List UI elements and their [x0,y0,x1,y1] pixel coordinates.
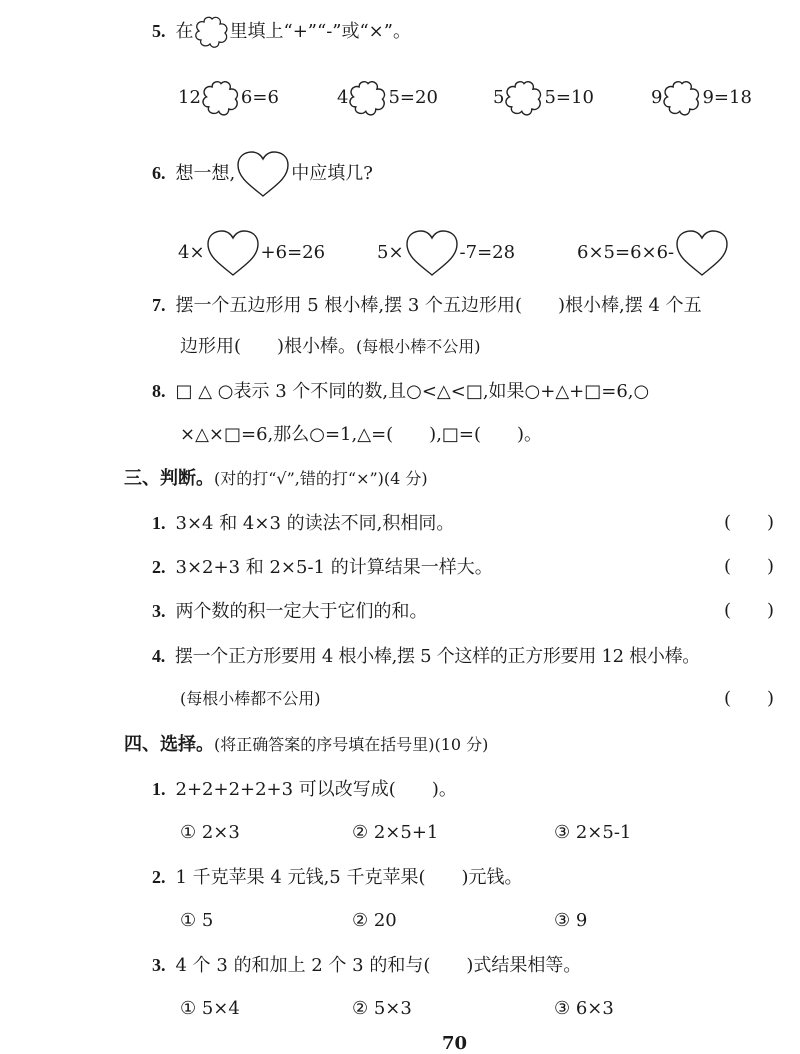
q8-line-2: ×△×□=6,那么○=1,△=( ),□=( )。 [180,424,543,445]
flower-icon[interactable] [662,80,702,116]
q7-line-2: 边形用( )根小棒。(每根小棒不公用) [180,336,481,357]
flower-icon[interactable] [201,80,241,116]
flower-icon[interactable] [348,80,388,116]
heart-icon[interactable] [205,228,261,278]
choice-item-2: 2. 1 千克苹果 4 元钱,5 千克苹果( )元钱。 [152,867,523,888]
q6-number: 6. [152,163,166,183]
heart-icon[interactable] [404,228,460,278]
judge-item-1: 1. 3×4 和 4×3 的读法不同,积相同。 [152,513,455,534]
choice-option[interactable]: ① 5×4 [180,998,240,1019]
q8-number: 8. [152,381,166,401]
q6-item-1: 4× +6=26 [178,228,325,278]
judge-item-2: 2. 3×2+3 和 2×5-1 的计算结果一样大。 [152,557,493,578]
q5-item-4: 9 9=18 [651,80,752,116]
choice-item-3: 3. 4 个 3 的和加上 2 个 3 的和与( )式结果相等。 [152,955,582,976]
q7-number: 7. [152,295,166,315]
section3-header: 三、判断。(对的打“√”,错的打“×”)(4 分) [124,468,428,489]
choice-item-1: 1. 2+2+2+2+3 可以改写成( )。 [152,779,457,800]
q6-prompt: 6. 想一想, 中应填几? [152,150,373,198]
section4-header: 四、选择。(将正确答案的序号填在括号里)(10 分) [124,734,489,755]
choice-option[interactable]: ① 5 [180,910,214,931]
answer-paren[interactable]: ( ) [724,556,775,577]
judge-item-4: 4. 摆一个正方形要用 4 根小棒,摆 5 个这样的正方形要用 12 根小棒。 [152,646,700,667]
heart-icon[interactable] [674,228,730,278]
q5-prompt: 5. 在 里填上“+”“-”或“×”。 [152,16,411,48]
choice-option[interactable]: ② 5×3 [352,998,412,1019]
q6-item-3: 6×5=6×6- [577,228,730,278]
q5-item-1: 12 6=6 [178,80,279,116]
page-number: 70 [442,1033,468,1054]
q8-line-1: 8. □ △ ○表示 3 个不同的数,且○<△<□,如果○+△+□=6,○ [152,381,650,402]
flower-icon[interactable] [504,80,544,116]
choice-option[interactable]: ② 20 [352,910,397,931]
flower-icon [194,16,230,48]
judge-item-3: 3. 两个数的积一定大于它们的和。 [152,601,428,622]
choice-option[interactable]: ③ 6×3 [554,998,614,1019]
choice-option[interactable]: ③ 2×5-1 [554,822,632,843]
q7-line-1: 7. 摆一个五边形用 5 根小棒,摆 3 个五边形用( )根小棒,摆 4 个五 [152,295,702,316]
section3-title: 三、判断。 [124,468,214,489]
answer-paren[interactable]: ( ) [724,600,775,621]
answer-paren[interactable]: ( ) [724,688,775,709]
section4-title: 四、选择。 [124,734,214,755]
choice-option[interactable]: ② 2×5+1 [352,822,439,843]
choice-option[interactable]: ① 2×3 [180,822,240,843]
choice-option[interactable]: ③ 9 [554,910,588,931]
q5-item-2: 4 5=20 [337,80,438,116]
q5-item-3: 5 5=10 [493,80,594,116]
q5-number: 5. [152,21,166,41]
heart-icon [235,150,291,198]
answer-paren[interactable]: ( ) [724,512,775,533]
q6-item-2: 5× -7=28 [377,228,515,278]
judge-item-4-note: (每根小棒都不公用) [180,689,321,708]
